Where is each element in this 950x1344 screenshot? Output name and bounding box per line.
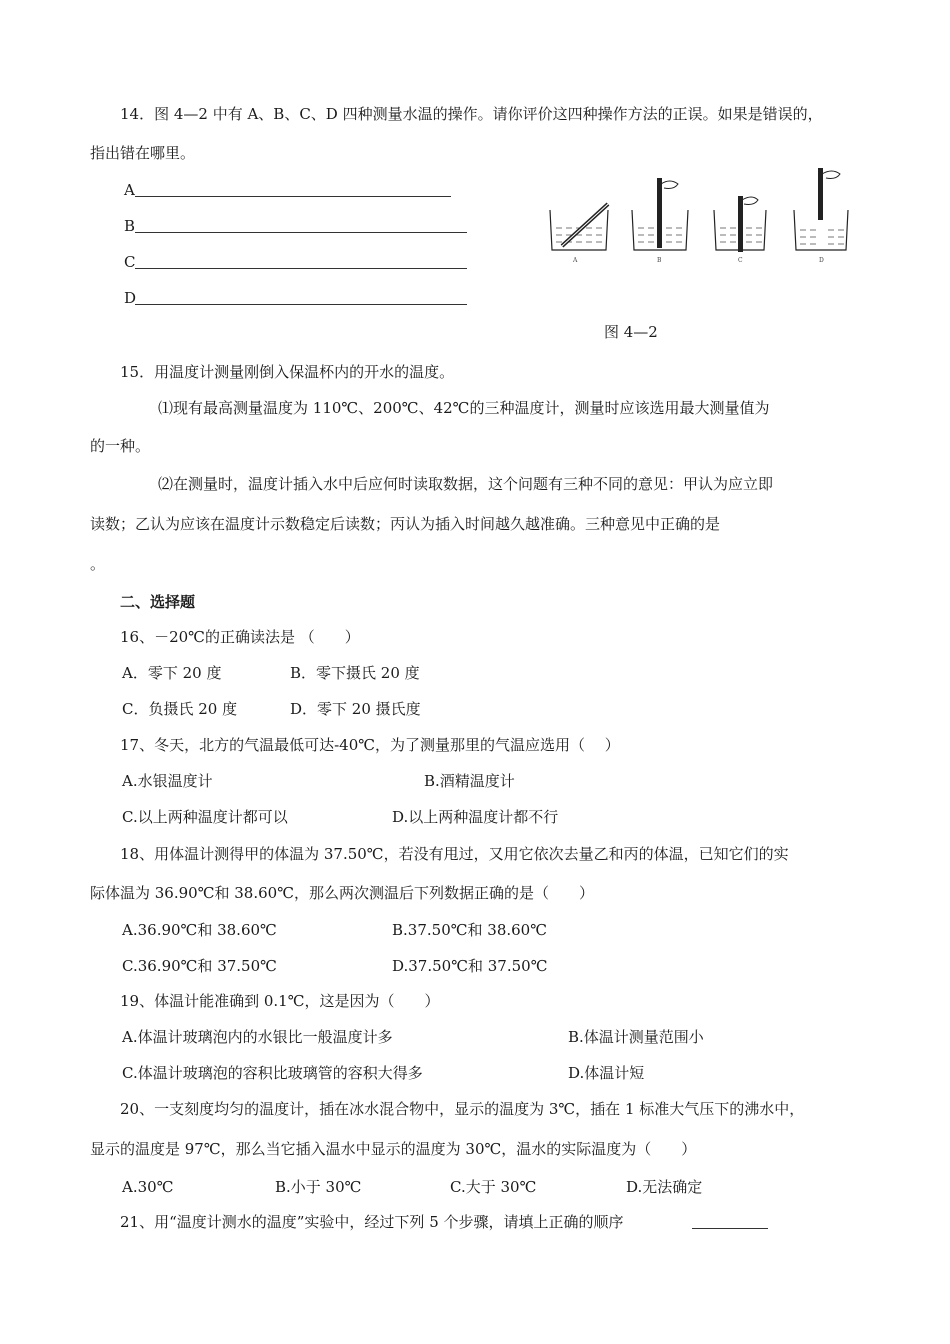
- q17-option-b: B.酒精温度计: [424, 772, 515, 790]
- q20-line2: 显示的温度是 97℃，那么当它插入温水中显示的温度为 30℃，温水的实际温度为（ ）: [90, 1140, 697, 1158]
- section-title-choice: 二、选择题: [120, 593, 196, 611]
- q18-line2: 际体温为 36.90℃和 38.60℃，那么两次测温后下列数据正确的是（ ）: [90, 884, 594, 902]
- q17-option-c: C.以上两种温度计都可以: [122, 808, 288, 826]
- q18-option-d: D.37.50℃和 37.50℃: [392, 957, 548, 975]
- q15-stem: 15．用温度计测量刚倒入保温杯内的开水的温度。: [120, 363, 455, 381]
- q16-option-a: A．零下 20 度: [122, 664, 222, 682]
- q19-option-b: B.体温计测量范围小: [568, 1028, 704, 1046]
- q20-option-a: A.30℃: [122, 1178, 174, 1196]
- q20-option-d: D.无法确定: [626, 1178, 703, 1196]
- figure-label-c: C: [738, 257, 743, 264]
- q18-line1: 18、用体温计测得甲的体温为 37.50℃，若没有甩过，又用它依次去量乙和丙的体温，已知它们的实: [120, 845, 789, 863]
- q19-stem: 19、体温计能准确到 0.1℃，这是因为（ ）: [120, 992, 440, 1010]
- q14-answer-a-blank[interactable]: [135, 196, 451, 197]
- q15-part2-line1: ⑵在测量时，温度计插入水中后应何时读取数据，这个问题有三种不同的意见：甲认为应立即: [158, 475, 774, 493]
- q14-answer-a-label: A: [124, 181, 135, 199]
- q14-line1: 14．图 4—2 中有 A、B、C、D 四种测量水温的操作。请你评价这四种操作方法的正误。如果是错误的，: [120, 105, 823, 123]
- q19-option-c: C.体温计玻璃泡的容积比玻璃管的容积大得多: [122, 1064, 423, 1082]
- q14-answer-b-blank[interactable]: [135, 232, 467, 233]
- q18-option-a: A.36.90℃和 38.60℃: [122, 921, 277, 939]
- beaker-b: [632, 178, 688, 250]
- q18-option-b: B.37.50℃和 38.60℃: [392, 921, 548, 939]
- beaker-d: [794, 168, 848, 250]
- figure-caption: 图 4—2: [604, 323, 658, 341]
- q15-part2-line3: 。: [90, 555, 106, 573]
- beaker-c: [714, 196, 766, 252]
- figure-label-b: B: [657, 257, 662, 264]
- q16-stem: 16、－20℃的正确读法是 （ ）: [120, 628, 360, 646]
- q14-line2: 指出错在哪里。: [90, 144, 196, 162]
- beaker-a: [550, 204, 608, 250]
- q15-part1-line1: ⑴现有最高测量温度为 110℃、200℃、42℃的三种温度计，测量时应该选用最大测量值为: [158, 399, 770, 417]
- q15-part1-line2: 的一种。: [90, 437, 151, 455]
- q20-option-c: C.大于 30℃: [450, 1178, 537, 1196]
- q20-line1: 20、一支刻度均匀的温度计，插在冰水混合物中，显示的温度为 3℃，插在 1 标准大气压下的沸水中，: [120, 1100, 805, 1118]
- q16-option-c: C．负摄氏 20 度: [122, 700, 238, 718]
- q19-option-a: A.体温计玻璃泡内的水银比一般温度计多: [122, 1028, 393, 1046]
- q16-option-b: B．零下摄氏 20 度: [290, 664, 420, 682]
- q16-option-d: D．零下 20 摄氏度: [290, 700, 421, 718]
- q14-answer-c-label: C: [124, 253, 136, 271]
- q14-answer-d-blank[interactable]: [135, 304, 467, 305]
- q14-answer-c-blank[interactable]: [135, 268, 467, 269]
- q17-option-a: A.水银温度计: [122, 772, 213, 790]
- figure-label-d: D: [819, 257, 824, 264]
- figure-label-a: A: [573, 257, 578, 264]
- q20-option-b: B.小于 30℃: [275, 1178, 362, 1196]
- q21-answer-blank[interactable]: [692, 1228, 768, 1229]
- q15-part2-line2: 读数；乙认为应该在温度计示数稳定后读数；丙认为插入时间越久越准确。三种意见中正确的是: [90, 515, 721, 533]
- q17-stem: 17、冬天，北方的气温最低可达-40℃，为了测量那里的气温应选用（ ）: [120, 736, 620, 754]
- q17-option-d: D.以上两种温度计都不行: [392, 808, 559, 826]
- q19-option-d: D.体温计短: [568, 1064, 645, 1082]
- q18-option-c: C.36.90℃和 37.50℃: [122, 957, 277, 975]
- q14-answer-b-label: B: [124, 217, 136, 235]
- thermometer-beakers-figure: [540, 168, 850, 268]
- q14-answer-d-label: D: [124, 289, 137, 307]
- q21-stem: 21、用“温度计测水的温度”实验中，经过下列 5 个步骤，请填上正确的顺序: [120, 1213, 624, 1231]
